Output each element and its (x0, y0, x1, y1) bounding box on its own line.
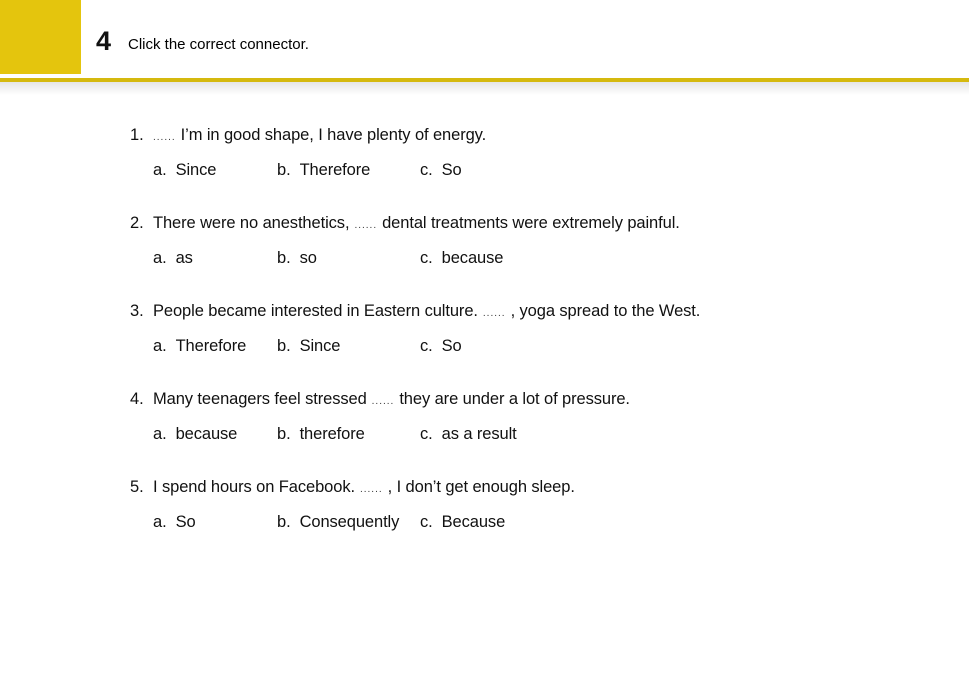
answer-option-a[interactable] (153, 425, 277, 444)
answer-option-a[interactable] (153, 513, 277, 532)
question-sentence (153, 390, 949, 411)
option-label: So (175, 513, 196, 531)
answer-option-c[interactable] (420, 161, 949, 180)
option-label: Therefore (175, 337, 247, 355)
option-label: as a result (441, 425, 517, 443)
option-label: Therefore (299, 161, 371, 179)
option-label: because (175, 425, 238, 443)
option-letter: c. (420, 513, 433, 531)
option-letter: b. (277, 161, 291, 179)
options-row (153, 161, 949, 180)
sentence-after-blank: I’m in good shape, I have plenty of energy. (180, 126, 487, 144)
answer-option-c[interactable] (420, 337, 949, 356)
answer-option-c[interactable] (420, 513, 949, 532)
header-divider-shadow (0, 82, 969, 95)
question-list (130, 126, 949, 566)
answer-option-c[interactable] (420, 425, 949, 444)
answer-blank: ...... (354, 220, 378, 231)
answer-blank: ...... (153, 132, 176, 143)
option-label: So (441, 161, 462, 179)
options-row (153, 337, 949, 356)
question-sentence (153, 302, 949, 323)
sentence-after-blank: dental treatments were extremely painful. (382, 214, 680, 232)
options-row (153, 513, 949, 532)
option-letter: c. (420, 425, 433, 443)
answer-option-b[interactable] (277, 249, 420, 268)
option-label: Since (175, 161, 217, 179)
answer-option-b[interactable] (277, 337, 420, 356)
answer-blank: ...... (482, 308, 506, 319)
question-item (130, 478, 949, 532)
answer-blank: ...... (359, 484, 383, 495)
question-number: 1. (130, 126, 144, 144)
option-label: Consequently (299, 513, 400, 531)
option-label: therefore (299, 425, 365, 443)
option-letter: c. (420, 337, 433, 355)
question-item (130, 214, 949, 268)
option-letter: c. (420, 249, 433, 267)
option-letter: a. (153, 161, 167, 179)
answer-option-b[interactable] (277, 425, 420, 444)
option-label: Since (299, 337, 341, 355)
question-sentence (153, 126, 949, 147)
exercise-instruction: Click the correct connector. (128, 36, 309, 53)
option-letter: b. (277, 249, 291, 267)
sentence-after-blank: they are under a lot of pressure. (399, 390, 630, 408)
sentence-after-blank: , I don’t get enough sleep. (387, 478, 575, 496)
option-label: so (299, 249, 317, 267)
options-row (153, 425, 949, 444)
option-letter: b. (277, 513, 291, 531)
question-number: 2. (130, 214, 144, 232)
option-letter: b. (277, 425, 291, 443)
exercise-number: 4 (96, 26, 112, 56)
answer-option-c[interactable] (420, 249, 949, 268)
question-sentence (153, 478, 949, 499)
option-letter: b. (277, 337, 291, 355)
sentence-before-blank: I spend hours on Facebook. (153, 478, 355, 496)
options-row (153, 249, 949, 268)
option-letter: c. (420, 161, 433, 179)
option-letter: a. (153, 249, 167, 267)
sentence-before-blank: There were no anesthetics, (153, 214, 350, 232)
option-label: as (175, 249, 193, 267)
question-number: 4. (130, 390, 144, 408)
gold-corner-block (0, 0, 81, 74)
answer-option-b[interactable] (277, 513, 420, 532)
option-letter: a. (153, 513, 167, 531)
option-letter: a. (153, 425, 167, 443)
answer-option-a[interactable] (153, 249, 277, 268)
option-label: because (441, 249, 504, 267)
answer-option-a[interactable] (153, 337, 277, 356)
answer-option-a[interactable] (153, 161, 277, 180)
option-label: Because (441, 513, 506, 531)
question-number: 5. (130, 478, 144, 496)
question-number: 3. (130, 302, 144, 320)
question-item (130, 390, 949, 444)
question-item (130, 126, 949, 180)
answer-blank: ...... (371, 396, 395, 407)
sentence-before-blank: People became interested in Eastern culture. (153, 302, 478, 320)
option-letter: a. (153, 337, 167, 355)
sentence-before-blank: Many teenagers feel stressed (153, 390, 367, 408)
question-item (130, 302, 949, 356)
answer-option-b[interactable] (277, 161, 420, 180)
sentence-after-blank: , yoga spread to the West. (510, 302, 701, 320)
option-label: So (441, 337, 462, 355)
question-sentence (153, 214, 949, 235)
